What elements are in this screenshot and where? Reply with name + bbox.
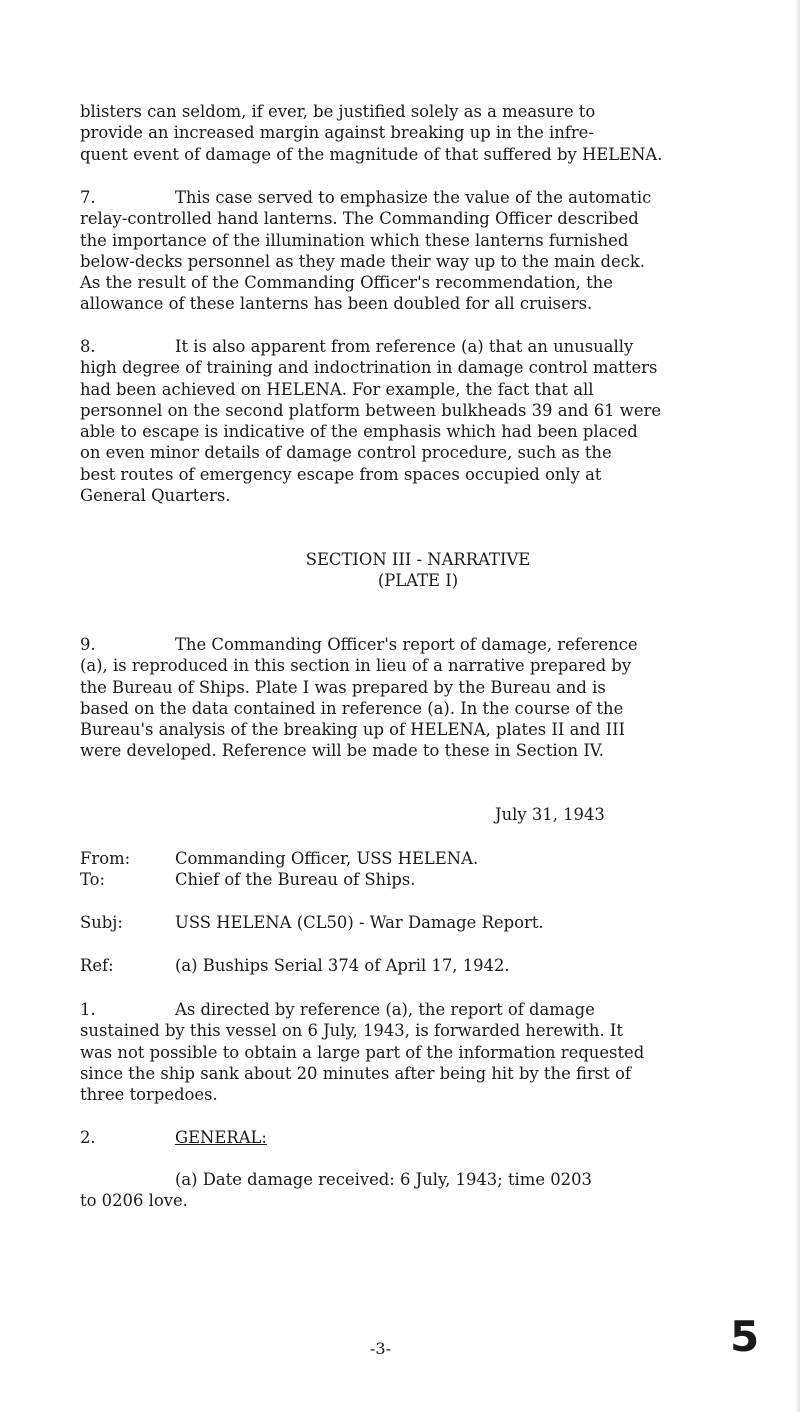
letter-date: July 31, 1943: [495, 805, 605, 824]
text-line: to 0206 love.: [80, 1191, 188, 1211]
text-line: the Bureau of Ships. Plate I was prepared by the Bureau and is: [80, 677, 606, 697]
letter-paragraph-2a: [80, 1169, 710, 1212]
text-line: were developed. Reference will be made to these in Section IV.: [80, 741, 604, 761]
text-line: (a), is reproduced in this section in lieu of a narrative prepared by: [80, 656, 632, 676]
section-title: SECTION III - NARRATIVE: [305, 550, 531, 569]
sheet-number-stamp: 5: [730, 1312, 760, 1361]
text-line: [80, 336, 710, 357]
letter-reference: [80, 955, 710, 976]
text-line-content: As directed by reference (a), the report of damage: [175, 1000, 595, 1019]
subj-label: Subj:: [80, 913, 123, 932]
to-line: [80, 869, 710, 890]
text-line: [80, 187, 710, 208]
text-line: the importance of the illumination which these lanterns furnished: [80, 230, 629, 250]
text-line: quent event of damage of the magnitude of that suffered by HELENA.: [80, 144, 663, 164]
text-line: sustained by this vessel on 6 July, 1943, is forwarded herewith. It: [80, 1021, 623, 1041]
text-line: [80, 999, 710, 1020]
to-label: To:: [80, 870, 106, 890]
text-line-content: This case served to emphasize the value of the automatic: [175, 188, 652, 207]
text-line: since the ship sank about 20 minutes after being hit by the first of: [80, 1063, 631, 1083]
text-line-content: (a) Date damage received: 6 July, 1943; time 0203: [175, 1170, 592, 1189]
text-line: allowance of these lanterns has been doubled for all cruisers.: [80, 294, 593, 314]
text-line: below-decks personnel as they made their way up to the main deck.: [80, 251, 646, 271]
text-line: high degree of training and indoctrination in damage control matters: [80, 358, 658, 378]
to-value: Chief of the Bureau of Ships.: [175, 870, 416, 890]
letter-paragraph-2: [80, 1127, 710, 1148]
paragraph-7: [80, 187, 710, 315]
text-line-content: The Commanding Officer's report of damage, reference: [175, 635, 638, 654]
paragraph-6-continuation: [80, 101, 710, 165]
from-label: From:: [80, 849, 131, 868]
page-number: -3-: [370, 1339, 391, 1358]
text-line: based on the data contained in reference (a). In the course of the: [80, 698, 624, 718]
text-line: best routes of emergency escape from spaces occupied only at: [80, 464, 602, 484]
text-line: able to escape is indicative of the emphasis which had been placed: [80, 422, 638, 442]
paragraph-number: 7.: [80, 188, 96, 207]
from-value: Commanding Officer, USS HELENA.: [175, 849, 479, 868]
letter-subject: [80, 912, 710, 933]
letter-from-to: [80, 848, 710, 891]
text-line: had been achieved on HELENA. For example, the fact that all: [80, 379, 594, 399]
text-line: [80, 1169, 710, 1190]
text-line: General Quarters.: [80, 486, 231, 506]
paragraph-number: 2.: [80, 1128, 96, 1147]
ref-value: (a) Buships Serial 374 of April 17, 1942.: [175, 956, 510, 975]
paragraph-number: 9.: [80, 635, 96, 654]
text-line: three torpedoes.: [80, 1085, 218, 1105]
paragraph-8: [80, 336, 710, 506]
letter-paragraph-1: [80, 999, 710, 1105]
text-line: As the result of the Commanding Officer's recommendation, the: [80, 273, 613, 293]
subj-value: USS HELENA (CL50) - War Damage Report.: [175, 913, 544, 932]
section-heading: [0, 549, 800, 592]
text-line: relay-controlled hand lanterns. The Commanding Officer described: [80, 209, 639, 229]
subj-line: [80, 912, 710, 933]
text-line: [80, 634, 710, 655]
ref-label: Ref:: [80, 956, 114, 975]
text-line: on even minor details of damage control procedure, such as the: [80, 443, 612, 463]
section-subtitle: (PLATE I): [377, 571, 459, 591]
text-line: was not possible to obtain a large part of the information requested: [80, 1042, 645, 1062]
text-line: [80, 1127, 710, 1148]
ref-line: [80, 955, 710, 976]
paragraph-9: [80, 634, 710, 762]
text-line-content: It is also apparent from reference (a) that an unusually: [175, 337, 634, 356]
page-edge-shadow: [794, 0, 800, 1412]
general-heading: GENERAL:: [175, 1128, 267, 1147]
paragraph-number: 8.: [80, 337, 96, 356]
text-line: blisters can seldom, if ever, be justified solely as a measure to: [80, 102, 596, 121]
from-line: [80, 848, 710, 869]
text-line: personnel on the second platform between bulkheads 39 and 61 were: [80, 400, 662, 420]
paragraph-number: 1.: [80, 1000, 96, 1019]
text-line: provide an increased margin against breaking up in the infre-: [80, 123, 594, 143]
text-line: Bureau's analysis of the breaking up of HELENA, plates II and III: [80, 720, 626, 740]
